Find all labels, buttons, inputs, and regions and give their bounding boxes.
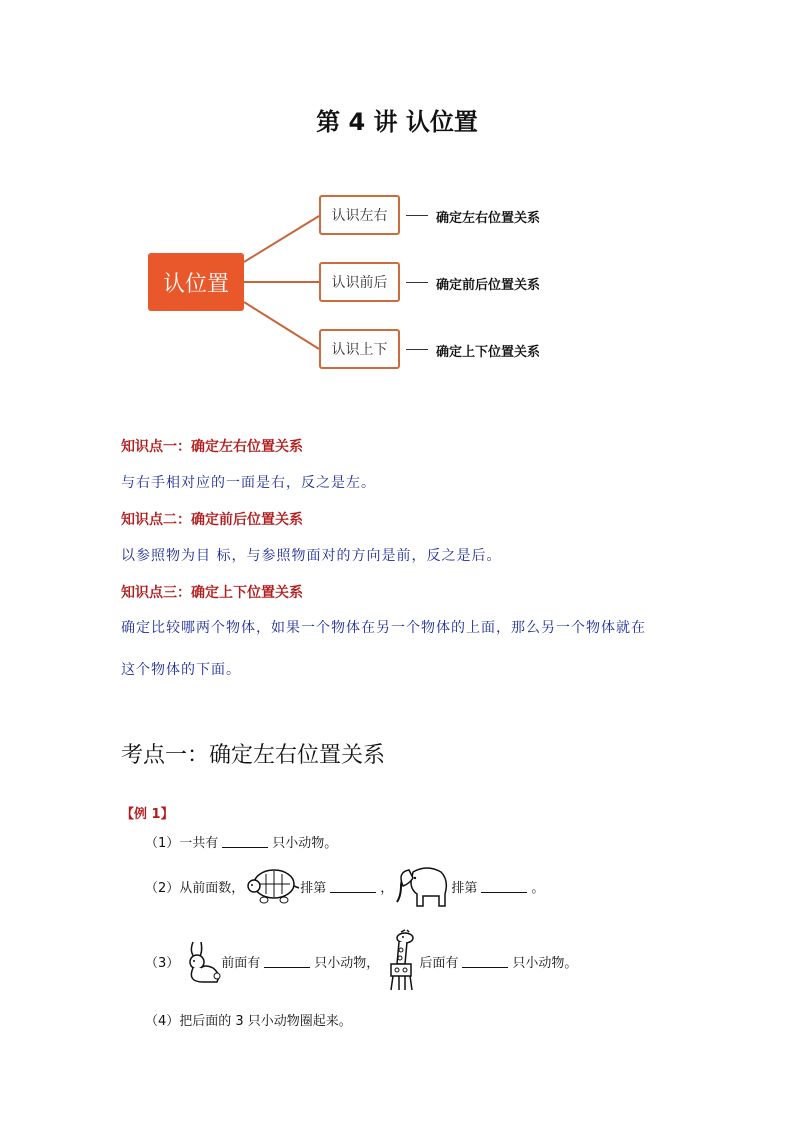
q3-blank-2[interactable] — [462, 955, 508, 968]
turtle-icon — [244, 864, 300, 908]
knowledge-title-2: 知识点二：确定前后位置关系 — [121, 512, 303, 528]
q3-text-d: 后面有 — [419, 955, 459, 971]
giraffe-icon — [379, 928, 419, 994]
q2-text-a: （2）从前面数， — [145, 880, 245, 896]
mindmap-root: 认位置 — [148, 253, 244, 311]
q3-text-c: 只小动物， — [314, 955, 380, 971]
q3-text-a: （3） — [145, 955, 180, 971]
question-4: （4）把后面的 3 只小动物圈起来。 — [145, 1014, 352, 1029]
q2-blank-2[interactable] — [481, 880, 527, 893]
connector-bottom — [244, 302, 319, 349]
knowledge-title-1: 知识点一：确定左右位置关系 — [121, 439, 303, 455]
question-2 — [145, 862, 544, 910]
mindmap-leaf-up-down: 确定上下位置关系 — [436, 345, 541, 360]
knowledge-title-3: 知识点三：确定上下位置关系 — [121, 585, 303, 601]
q2-text-d: 排第 — [451, 880, 478, 896]
q2-blank-1[interactable] — [330, 880, 376, 893]
leaf-dash — [406, 282, 428, 283]
q1-blank[interactable] — [222, 835, 268, 848]
q1-text-b: 只小动物。 — [272, 836, 338, 851]
leaf-dash — [406, 349, 428, 350]
mindmap-leaf-front-back: 确定前后位置关系 — [436, 278, 541, 293]
rabbit-icon — [179, 938, 221, 984]
page-title: 第 4 讲 认位置 — [316, 108, 478, 136]
knowledge-body-3-line2: 这个物体的下面。 — [121, 662, 241, 678]
knowledge-body-1: 与右手相对应的一面是右，反之是左。 — [121, 475, 376, 491]
mindmap-leaf-left-right: 确定左右位置关系 — [436, 211, 541, 226]
question-1 — [145, 832, 337, 851]
question-3 — [145, 928, 577, 994]
q2-text-c: ， — [380, 880, 394, 896]
q3-blank-1[interactable] — [264, 955, 310, 968]
elephant-icon — [393, 862, 451, 910]
mindmap-node-left-right: 认识左右 — [319, 195, 400, 235]
q3-text-b: 前面有 — [221, 955, 261, 971]
q3-text-e: 只小动物。 — [512, 955, 578, 971]
knowledge-body-2: 以参照物为目 标，与参照物面对的方向是前，反之是后。 — [121, 548, 502, 564]
q1-text-a: （1）一共有 — [145, 836, 219, 851]
connector-top — [244, 216, 319, 262]
knowledge-body-3-line1: 确定比较哪两个物体，如果一个物体在另一个物体的上面，那么另一个物体就在 — [121, 620, 646, 636]
mindmap-node-up-down: 认识上下 — [319, 329, 400, 369]
q2-text-e: 。 — [531, 880, 545, 896]
section-title: 考点一：确定左右位置关系 — [121, 743, 386, 768]
leaf-dash — [406, 215, 428, 216]
q2-text-b: 排第 — [300, 880, 327, 896]
example-label: 【例 1】 — [121, 807, 174, 822]
mindmap-node-front-back: 认识前后 — [319, 262, 400, 302]
